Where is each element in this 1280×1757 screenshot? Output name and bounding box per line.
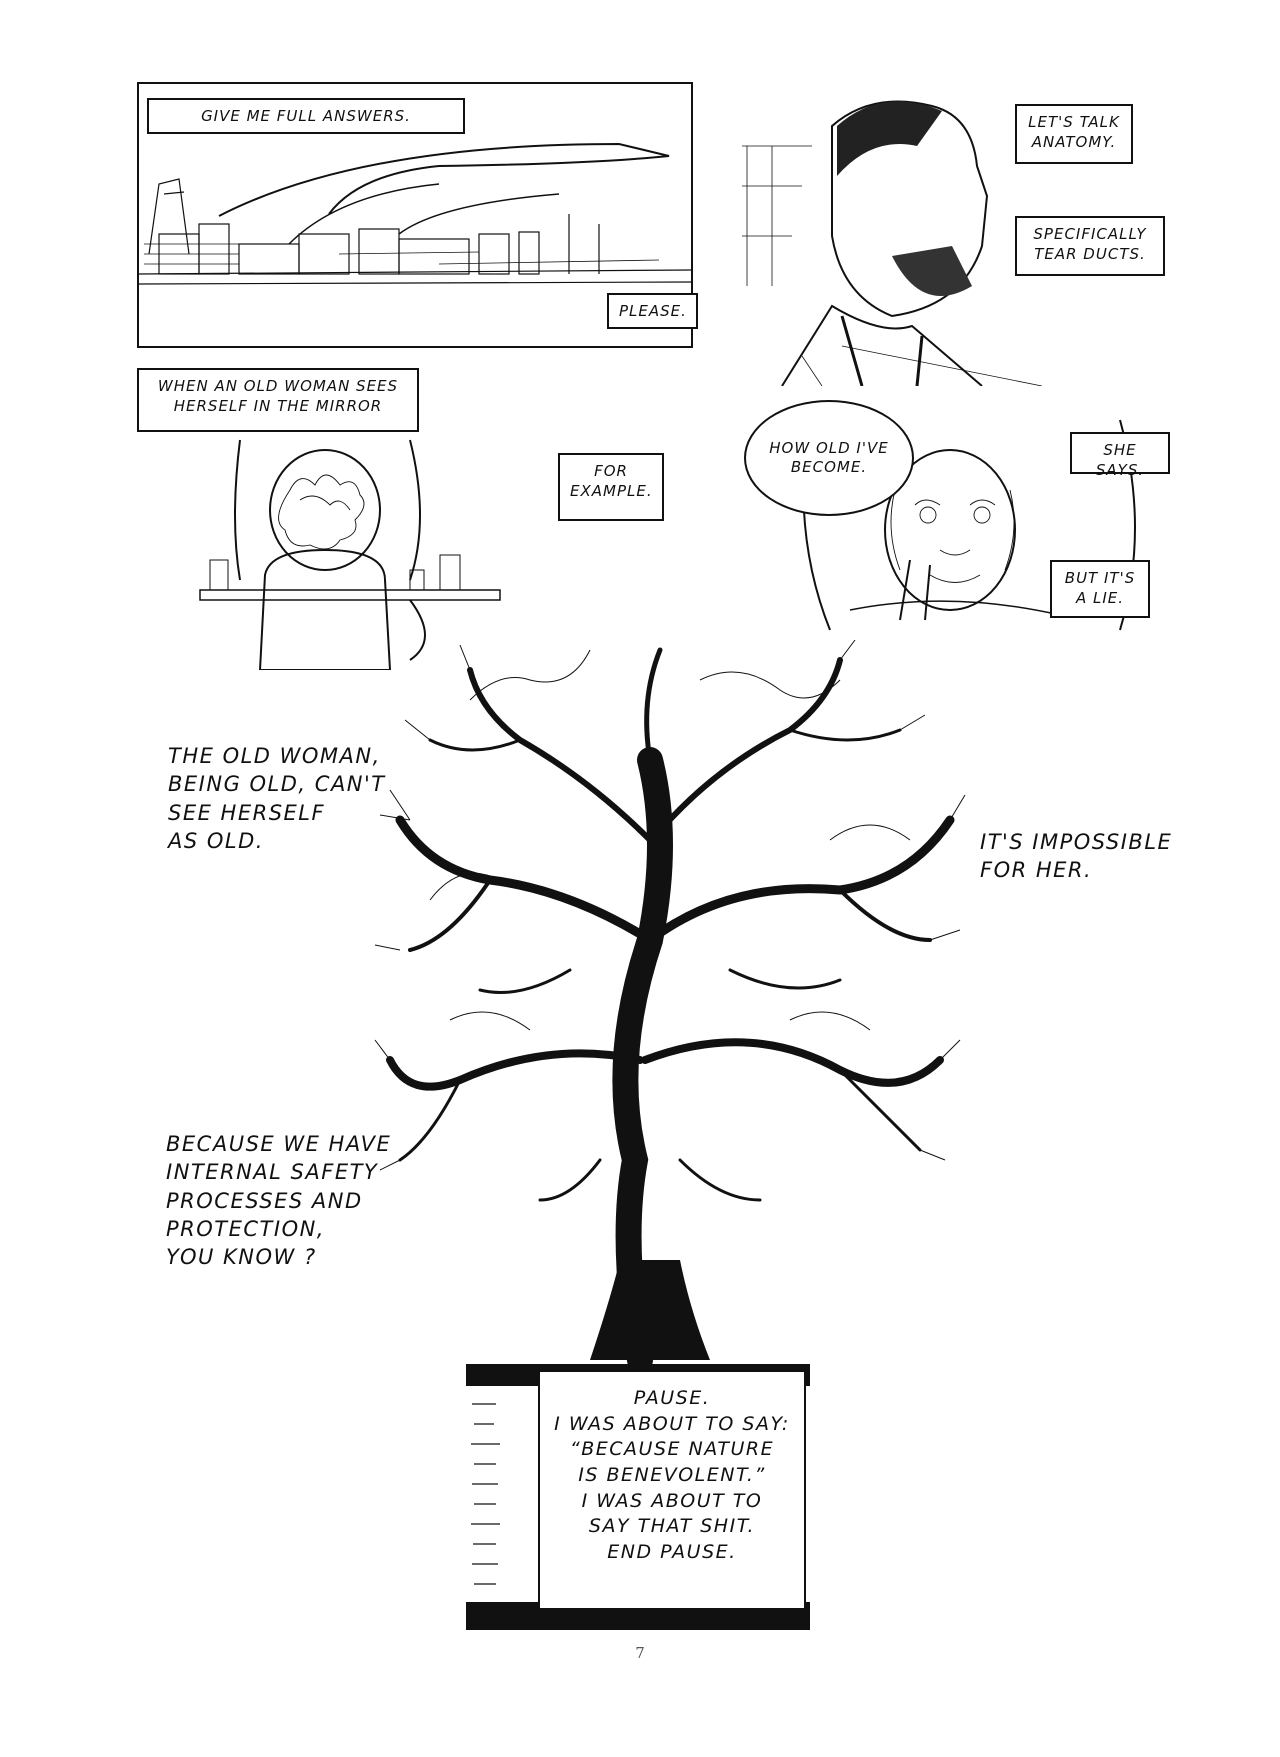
tree-illustration (370, 640, 970, 1380)
page-number: 7 (635, 1644, 645, 1662)
caption-give-me-full-answers: GIVE ME FULL ANSWERS. (147, 98, 465, 134)
caption-pause-box: PAUSE. I WAS ABOUT TO SAY: “BECAUSE NATURE IS BENEVOLENT.” I WAS ABOUT TO SAY THAT SHIT. END PAUSE. (538, 1370, 806, 1610)
text-old-woman-being-old: THE OLD WOMAN, BEING OLD, CAN'T SEE HERSELF AS OLD. (168, 744, 386, 854)
caption-but-its-a-lie: BUT IT'S A LIE. (1050, 560, 1150, 618)
bubble-how-old-ive-become: HOW OLD I'VE BECOME. (744, 400, 914, 516)
text-its-impossible: IT'S IMPOSSIBLE FOR HER. (980, 830, 1173, 883)
caption-lets-talk-anatomy: LET'S TALK ANATOMY. (1015, 104, 1133, 164)
panel-mirror-back (180, 400, 520, 670)
caption-tear-ducts: SPECIFICALLY TEAR DUCTS. (1015, 216, 1165, 276)
caption-she-says: SHE SAYS. (1070, 432, 1170, 474)
mirror-back-drawing (180, 400, 520, 670)
text-because-we-have: BECAUSE WE HAVE INTERNAL SAFETY PROCESSES AND PROTECTION, YOU KNOW ? (166, 1132, 392, 1270)
tree-drawing (370, 640, 970, 1380)
caption-for-example: FOR EXAMPLE. (558, 453, 664, 521)
caption-please: PLEASE. (607, 293, 698, 329)
caption-when-an-old-woman: WHEN AN OLD WOMAN SEES HERSELF IN THE MIRROR (137, 368, 419, 432)
